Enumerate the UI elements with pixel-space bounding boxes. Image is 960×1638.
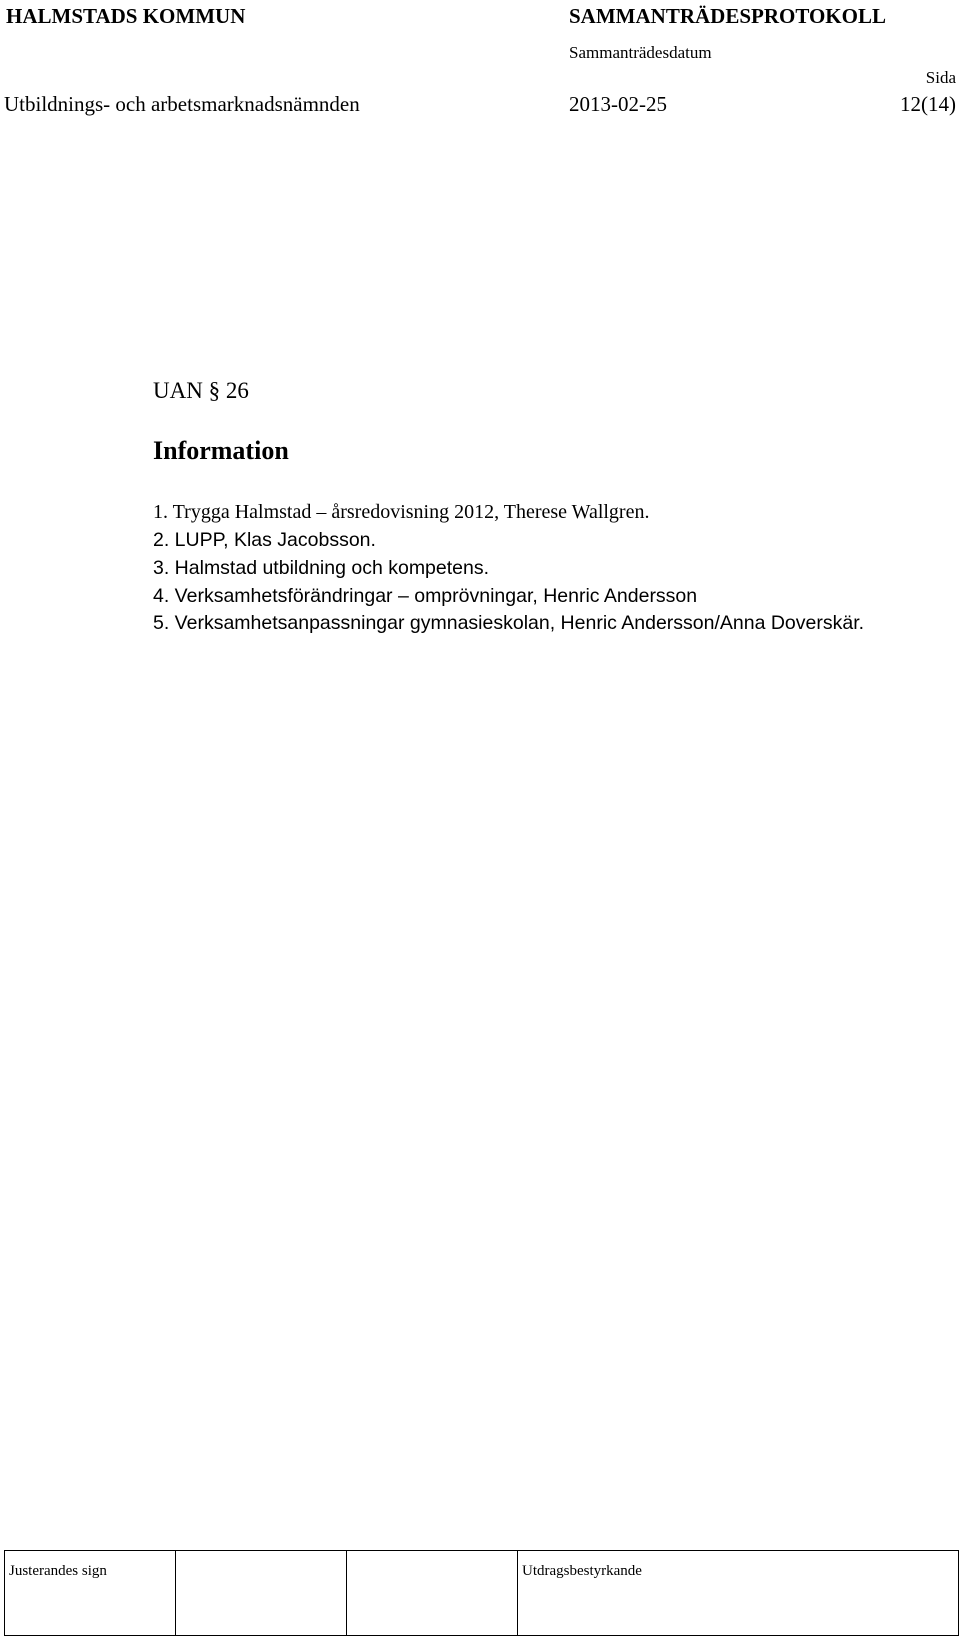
meeting-date-label: Sammanträdesdatum bbox=[569, 43, 712, 62]
organization-name: HALMSTADS KOMMUN bbox=[6, 4, 246, 28]
list-item: 4. Verksamhetsförändringar – omprövningar, Henric Andersson bbox=[153, 585, 698, 607]
page-number: 12(14) bbox=[900, 92, 956, 116]
meeting-date: 2013-02-25 bbox=[569, 92, 667, 116]
document-type: SAMMANTRÄDESPROTOKOLL bbox=[569, 4, 886, 28]
department-name: Utbildnings- och arbetsmarknadsnämnden bbox=[4, 92, 360, 116]
adjuster-sign-label: Justerandes sign bbox=[9, 1563, 107, 1579]
section-title: Information bbox=[153, 436, 289, 465]
information-list bbox=[153, 498, 943, 637]
adjuster-sign-cell bbox=[5, 1551, 176, 1636]
page-label: Sida bbox=[925, 68, 956, 87]
signature-footer bbox=[4, 1550, 959, 1636]
signature-cell bbox=[176, 1551, 347, 1636]
list-item: 2. LUPP, Klas Jacobsson. bbox=[153, 529, 376, 551]
list-item: 5. Verksamhetsanpassningar gymnasieskolan, Henric Andersson/Anna Doverskär. bbox=[153, 612, 865, 634]
list-item: 1. Trygga Halmstad – årsredovisning 2012, Therese Wallgren. bbox=[153, 501, 650, 523]
signature-cell bbox=[347, 1551, 518, 1636]
section-reference: UAN § 26 bbox=[153, 378, 249, 403]
certification-label: Utdragsbestyrkande bbox=[522, 1563, 642, 1579]
certification-cell bbox=[518, 1551, 959, 1636]
list-item: 3. Halmstad utbildning och kompetens. bbox=[153, 557, 490, 579]
